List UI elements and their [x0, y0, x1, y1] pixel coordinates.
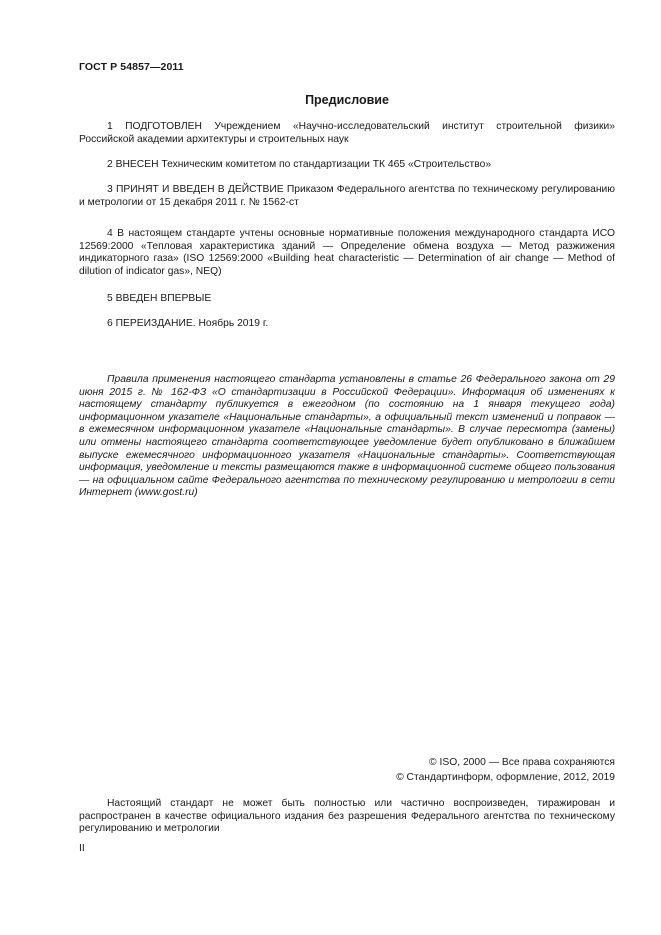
paragraph-4: 4 В настоящем стандарте учтены основные нормативные положения международного стандарта ИСО 12569:2000 «Тепловая характеристика зданий — Определение обмена воздуха — Метод разжижения индикаторного газа» (ISO 12569:2000 «Building heat characteristic — Determination of air change — Method of dilution of indicator gas», NEQ) — [79, 228, 615, 277]
paragraph-6: 6 ПЕРЕИЗДАНИЕ. Ноябрь 2019 г. — [107, 318, 269, 329]
paragraph-3: 3 ПРИНЯТ И ВВЕДЕН В ДЕЙСТВИЕ Приказом Федерального агентства по техническому регулированию и метрологии от 15 декабря 2011 г. № 1562-ст — [79, 184, 615, 208]
copyright-iso: © ISO, 2000 — Все права сохраняются — [429, 757, 615, 768]
standard-code: ГОСТ Р 54857—2011 — [79, 61, 184, 73]
paragraph-5: 5 ВВЕДЕН ВПЕРВЫЕ — [107, 293, 212, 304]
section-title: Предисловие — [305, 93, 389, 107]
standard-usage-note: Правила применения настоящего стандарта установлены в статье 26 Федерального закона от 29 июня 2015 г. № 162-ФЗ «О стандартизации в Российской Федерации». Информация об изменениях к настоящему стандарту публикуется в ежегодном (по состоянию на 1 января текущего года) информационном указателе «Национальные стандарты», а официальный текст изменений и поправок — в ежемесячном информационном указателе «Национальные стандарты». В случае пересмотра (замены) или отмены настоящего стандарта соответствующее уведомление будет опубликовано в ближайшем выпуске ежемесячного информационного указателя «Национальные стандарты». Соответствующая информация, уведомление и тексты размещаются также в информационной системе общего пользования — на официальном сайте Федерального агентства по техническому регулированию и метрологии в сети Интернет (www.gost.ru) — [79, 374, 615, 499]
copyright-standartinform: © Стандартинформ, оформление, 2012, 2019 — [396, 772, 615, 783]
reproduction-notice: Настоящий стандарт не может быть полностью или частично воспроизведен, тиражирован и распространен в качестве официального издания без разрешения Федерального агентства по техническому регулированию и метрологии — [79, 798, 615, 835]
paragraph-1: 1 ПОДГОТОВЛЕН Учреждением «Научно-исследовательский институт строительной физики» Российской академии архитектуры и строительных наук — [79, 121, 615, 145]
paragraph-2: 2 ВНЕСЕН Техническим комитетом по стандартизации ТК 465 «Строительство» — [107, 159, 492, 170]
page-number: II — [79, 843, 85, 854]
